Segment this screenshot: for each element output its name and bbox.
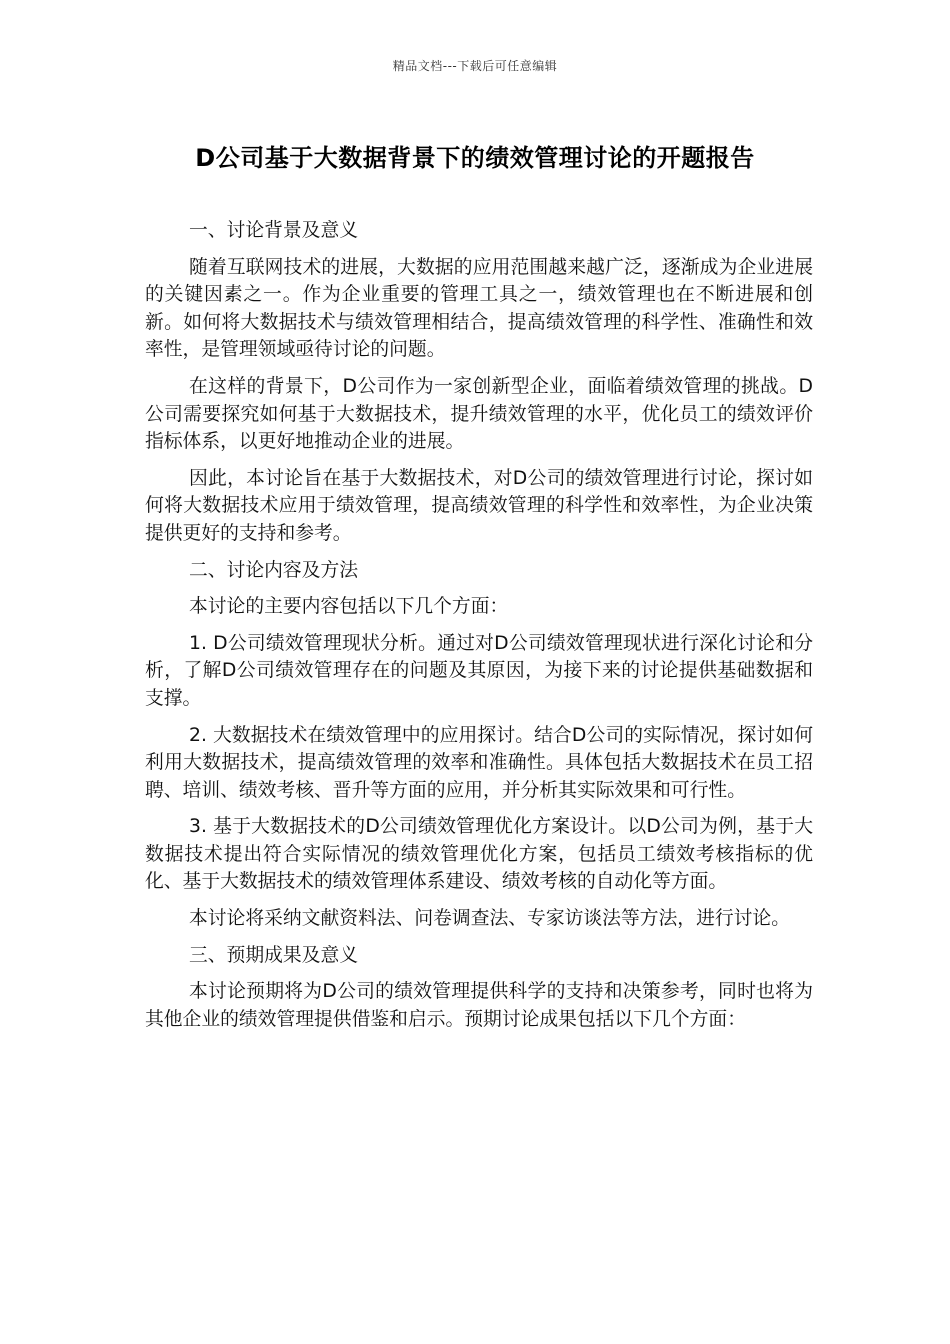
list-item-status-analysis: 1. D公司绩效管理现状分析。通过对D公司绩效管理现状进行深化讨论和分析，了解D公司绩效管理存在的问题及其原因，为接下来的讨论提供基础数据和支撑。 [145, 632, 813, 709]
section-heading-background: 一、讨论背景及意义 [189, 220, 359, 241]
paragraph-expected-results: 本讨论预期将为D公司的绩效管理提供科学的支持和决策参考，同时也将为其他企业的绩效管理提供借鉴和启示。预期讨论成果包括以下几个方面： [145, 981, 813, 1030]
document-body [145, 217, 813, 1042]
paragraph-background-1: 随着互联网技术的进展，大数据的应用范围越来越广泛，逐渐成为企业进展的关键因素之一。作为企业重要的管理工具之一，绩效管理也在不断进展和创新。如何将大数据技术与绩效管理相结合，提高绩效管理的科学性、准确性和效率性，是管理领域亟待讨论的问题。 [145, 256, 813, 361]
paragraph-content-intro: 本讨论的主要内容包括以下几个方面： [189, 596, 509, 618]
list-item-big-data-application: 2. 大数据技术在绩效管理中的应用探讨。结合D公司的实际情况，探讨如何利用大数据技术，提高绩效管理的效率和准确性。具体包括大数据技术在员工招聘、培训、绩效考核、晋升等方面的应用，并分析其实际效果和可行性。 [145, 724, 813, 801]
paragraph-background-2: 在这样的背景下，D公司作为一家创新型企业，面临着绩效管理的挑战。D公司需要探究如何基于大数据技术，提升绩效管理的水平，优化员工的绩效评价指标体系，以更好地推动企业的进展。 [145, 375, 813, 453]
document-title: D公司基于大数据背景下的绩效管理讨论的开题报告 [195, 144, 755, 172]
section-heading-expected-results: 三、预期成果及意义 [189, 944, 359, 966]
section-heading-content-methods: 二、讨论内容及方法 [189, 559, 359, 581]
list-item-optimization-plan: 3. 基于大数据技术的D公司绩效管理优化方案设计。以D公司为例，基于大数据技术提出符合实际情况的绩效管理优化方案，包括员工绩效考核指标的优化、基于大数据技术的绩效管理体系建设、绩效考核的自动化等方面。 [145, 816, 813, 893]
paragraph-methods: 本讨论将采纳文献资料法、问卷调查法、专家访谈法等方法，进行讨论。 [189, 908, 790, 930]
header-note: 精品文档---下载后可任意编辑 [392, 59, 558, 73]
paragraph-background-3: 因此，本讨论旨在基于大数据技术，对D公司的绩效管理进行讨论，探讨如何将大数据技术应用于绩效管理，提高绩效管理的科学性和效率性，为企业决策提供更好的支持和参考。 [145, 467, 813, 544]
